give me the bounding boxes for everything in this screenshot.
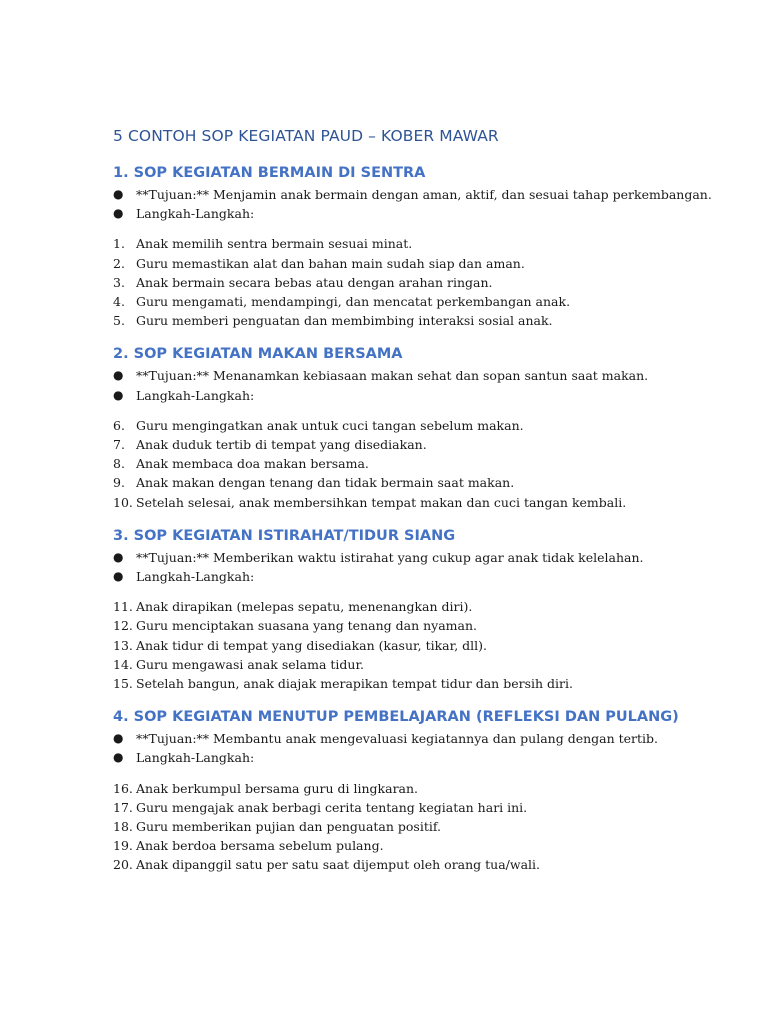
step-number: 5. [113,313,125,329]
bullet-item [113,204,733,223]
section-heading: 2. SOP KEGIATAN MAKAN BERSAMA [113,346,403,363]
step-item [113,597,733,616]
step-text: Setelah selesai, anak membersihkan tempat makan dan cuci tangan kembali. [136,494,627,510]
bullet-text: **Tujuan:** Menanamkan kebiasaan makan sehat dan sopan santun saat makan. [136,368,649,384]
section-heading: 3. SOP KEGIATAN ISTIRAHAT/TIDUR SIANG [113,527,456,544]
step-text: Anak berkumpul bersama guru di lingkaran. [136,780,419,796]
step-item [113,435,733,454]
step-text: Anak bermain secara bebas atau dengan arahan ringan. [136,274,493,290]
step-item [113,292,733,311]
step-item [113,855,733,874]
step-item [113,636,733,655]
bullet-dot-icon: ● [113,368,124,383]
step-number: 17. [113,799,133,815]
step-number: 1. [113,236,125,252]
step-text: Guru mengajak anak berbagi cerita tentang kegiatan hari ini. [136,799,528,815]
step-text: Guru menciptakan suasana yang tenang dan nyaman. [136,618,477,634]
section-heading: 4. SOP KEGIATAN MENUTUP PEMBELAJARAN (REFLEKSI DAN PULANG) [113,709,679,726]
bullet-item [113,386,733,405]
bullet-item [113,748,733,767]
bullet-dot-icon: ● [113,549,124,564]
step-item [113,254,733,273]
step-text: Anak dirapikan (melepas sepatu, menenangkan diri). [136,599,473,615]
sop-section [113,707,733,874]
step-item [113,655,733,674]
step-number: 9. [113,475,125,491]
step-text: Anak makan dengan tenang dan tidak bermain saat makan. [136,475,515,491]
sections-container [113,163,733,875]
sop-section [113,163,733,330]
step-text: Guru memberikan pujian dan penguatan positif. [136,819,442,835]
step-item [113,416,733,435]
step-item [113,817,733,836]
bullet-item [113,729,733,748]
step-number: 7. [113,437,125,453]
bullet-text: Langkah-Langkah: [136,569,255,585]
bullet-item [113,548,733,567]
step-item [113,779,733,798]
bullet-item [113,567,733,586]
sop-section [113,344,733,511]
step-number: 4. [113,294,125,310]
step-text: Anak duduk tertib di tempat yang disediakan. [136,437,427,453]
step-number: 14. [113,656,133,672]
step-number: 18. [113,819,133,835]
bullet-text: Langkah-Langkah: [136,387,255,403]
step-text: Guru mengingatkan anak untuk cuci tangan sebelum makan. [136,417,524,433]
step-number: 12. [113,618,133,634]
bullet-dot-icon: ● [113,206,124,221]
step-text: Anak dipanggil satu per satu saat dijemput oleh orang tua/wali. [136,857,541,873]
step-item [113,836,733,855]
step-number: 15. [113,676,133,692]
step-text: Anak tidur di tempat yang disediakan (kasur, tikar, dll). [136,637,488,653]
step-item [113,454,733,473]
section-heading: 1. SOP KEGIATAN BERMAIN DI SENTRA [113,165,426,181]
bullet-list [113,366,733,404]
bullet-item [113,366,733,385]
step-number: 8. [113,456,125,472]
document-title: 5 CONTOH SOP KEGIATAN PAUD – KOBER MAWAR [113,127,499,145]
step-number: 11. [113,599,133,615]
step-item [113,473,733,492]
bullet-dot-icon: ● [113,731,124,746]
step-item [113,493,733,512]
bullet-list [113,729,733,767]
step-item [113,674,733,693]
step-item [113,234,733,253]
step-number: 10. [113,494,133,510]
bullet-dot-icon: ● [113,387,124,402]
steps-list [113,234,733,330]
step-text: Anak membaca doa makan bersama. [136,456,369,472]
steps-list [113,779,733,875]
step-item [113,798,733,817]
step-text: Guru memberi penguatan dan membimbing interaksi sosial anak. [136,313,553,329]
step-number: 3. [113,274,125,290]
bullet-dot-icon: ● [113,750,124,765]
bullet-text: Langkah-Langkah: [136,206,255,222]
bullet-item [113,185,733,204]
document-body [113,125,733,875]
step-text: Guru mengamati, mendampingi, dan mencatat perkembangan anak. [136,294,571,310]
bullet-text: Langkah-Langkah: [136,750,255,766]
step-text: Anak berdoa bersama sebelum pulang. [136,838,384,854]
bullet-text: **Tujuan:** Menjamin anak bermain dengan aman, aktif, dan sesuai tahap perkembangan. [136,187,712,202]
sop-section [113,526,733,693]
step-number: 6. [113,417,125,433]
step-item [113,616,733,635]
step-item [113,273,733,292]
bullet-dot-icon: ● [113,569,124,584]
bullet-dot-icon: ● [113,187,124,201]
step-number: 20. [113,857,133,873]
step-text: Guru memastikan alat dan bahan main sudah siap dan aman. [136,255,525,271]
bullet-list [113,185,733,223]
step-text: Setelah bangun, anak diajak merapikan tempat tidur dan bersih diri. [136,676,573,692]
step-text: Guru mengawasi anak selama tidur. [136,656,365,672]
step-text: Anak memilih sentra bermain sesuai minat. [136,236,413,252]
step-number: 16. [113,780,133,796]
step-number: 2. [113,255,125,271]
bullet-text: **Tujuan:** Membantu anak mengevaluasi kegiatannya dan pulang dengan tertib. [136,731,659,747]
bullet-list [113,548,733,586]
step-item [113,311,733,330]
bullet-text: **Tujuan:** Memberikan waktu istirahat yang cukup agar anak tidak kelelahan. [136,549,644,565]
step-number: 19. [113,838,133,854]
steps-list [113,416,733,512]
steps-list [113,597,733,693]
step-number: 13. [113,637,133,653]
